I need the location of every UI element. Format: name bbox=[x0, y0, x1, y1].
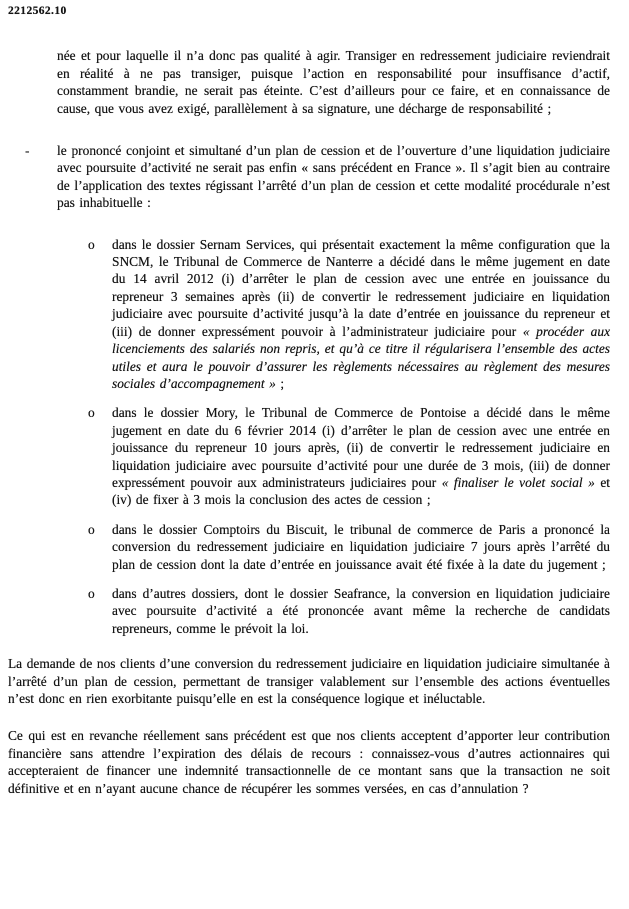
bullet-text bbox=[112, 521, 610, 573]
bullet-text-segment: dans le dossier Mory, le Tribunal de Commerce de Pontoise a décidé dans le même jugement en date du 6 février 2014 (i) d’arrêter le plan de cession avec une entrée en jouissance du repreneur 10 jours après, (ii) de convertir le redressement judiciaire en liquidation judiciaire avec poursuite d’activité pour une durée de 3 mois, (iii) de donner expressément pouvoir aux administrateurs judiciaires pour bbox=[112, 405, 610, 490]
bullet-marker: o bbox=[88, 585, 95, 601]
bullet-text-segment: ; bbox=[275, 375, 285, 391]
bullet-text bbox=[112, 404, 610, 508]
bullet-text-segment: dans le dossier Comptoirs du Biscuit, le tribunal de commerce de Paris a prononcé la conversion du redressement judiciaire en liquidation judiciaire 7 jours après l’arrêté du plan de cession dont la date d’entrée en jouissance avait été fixée à la date du jugement ; bbox=[112, 521, 610, 572]
bullet-text-italic-segment: « procéder aux licenciements des salariés non repris, et qu’à ce titre il régularisera l’ensemble des actes utiles et aura le pouvoir d’assurer les règlements nécessaires au règlement des mesures sociales d’accompagnement » bbox=[112, 323, 611, 391]
bullet-text bbox=[112, 585, 610, 637]
bullet-marker: o bbox=[88, 236, 95, 252]
paragraph-intro: née et pour laquelle il n’a donc pas qualité à agir. Transiger en redressement judiciaire reviendrait en réalité à ne pas transiger, puisque l’action en responsabilité pour insuffisance d’actif, constamment brandie, ne serait pas éteinte. C’est d’ailleurs pour ce faire, et en connaissance de cause, que vous avez exigé, parallèlement à sa signature, une décharge de responsabilité ; bbox=[57, 48, 610, 116]
document-reference: 2212562.10 bbox=[8, 5, 67, 17]
dash-marker: - bbox=[25, 143, 30, 159]
bullet-text-italic-segment: « finaliser le volet social » bbox=[441, 474, 595, 490]
bullet-text-segment: dans d’autres dossiers, dont le dossier Seafrance, la conversion en liquidation judiciaire avec poursuite d’activité a été prononcée avant même la recherche de candidats repreneurs, comme le prévoit la loi. bbox=[112, 585, 610, 636]
bullet-item bbox=[88, 404, 610, 508]
bullet-text-segment: et (iv) de fixer à 3 mois la conclusion des actes de cession ; bbox=[112, 474, 610, 508]
paragraph-demande: La demande de nos clients d’une conversion du redressement judiciaire en liquidation judiciaire simultanée à l’arrêté d’un plan de cession, permettant de transiger valablement sur l’ensemble des actions éventuelles n’est donc en rien exorbitante puisqu’elle en est la conséquence logique et inéluctable. bbox=[8, 656, 610, 706]
bullet-marker: o bbox=[88, 405, 95, 421]
bullet-item bbox=[88, 585, 610, 637]
bullet-item bbox=[88, 236, 610, 393]
paragraph-revanche: Ce qui est en revanche réellement sans précédent est que nos clients acceptent d’apporter leur contribution financière sans attendre l’expiration des délais de recours : connaissez-vous d’autres actionnaires qui accepteraient de financer une indemnité transactionnelle de ce montant sans que la transaction ne soit définitive et en n’ayant aucune chance de récupérer les sommes versées, en cas d’annulation ? bbox=[8, 728, 610, 796]
dash-item-text: le prononcé conjoint et simultané d’un plan de cession et de l’ouverture d’une liquidation judiciaire avec poursuite d’activité ne serait pas enfin « sans précédent en France ». Il s’agit bien au contraire de l’application des textes régissant l’arrêté d’un plan de cession et cette modalité procédurale n’est pas inhabituelle : bbox=[57, 143, 610, 211]
bullet-list bbox=[88, 236, 610, 638]
bullet-marker: o bbox=[88, 521, 95, 537]
bullet-text bbox=[112, 236, 610, 393]
bullet-text-segment: dans le dossier Sernam Services, qui présentait exactement la même configuration que la SNCM, le Tribunal de Commerce de Nanterre a décidé dans le même jugement en date du 14 avril 2012 (i) d’arrêter le plan de cession avec une entrée en jouissance du repreneur 3 semaines après (ii) de convertir le redressement judiciaire en liquidation judiciaire avec poursuite d’activité jusqu’à la date d’entrée en jouissance du repreneur et (iii) de donner expressément pouvoir à l’administrateur judiciaire pour bbox=[112, 236, 610, 339]
dash-item bbox=[25, 142, 610, 212]
bullet-item bbox=[88, 521, 610, 573]
